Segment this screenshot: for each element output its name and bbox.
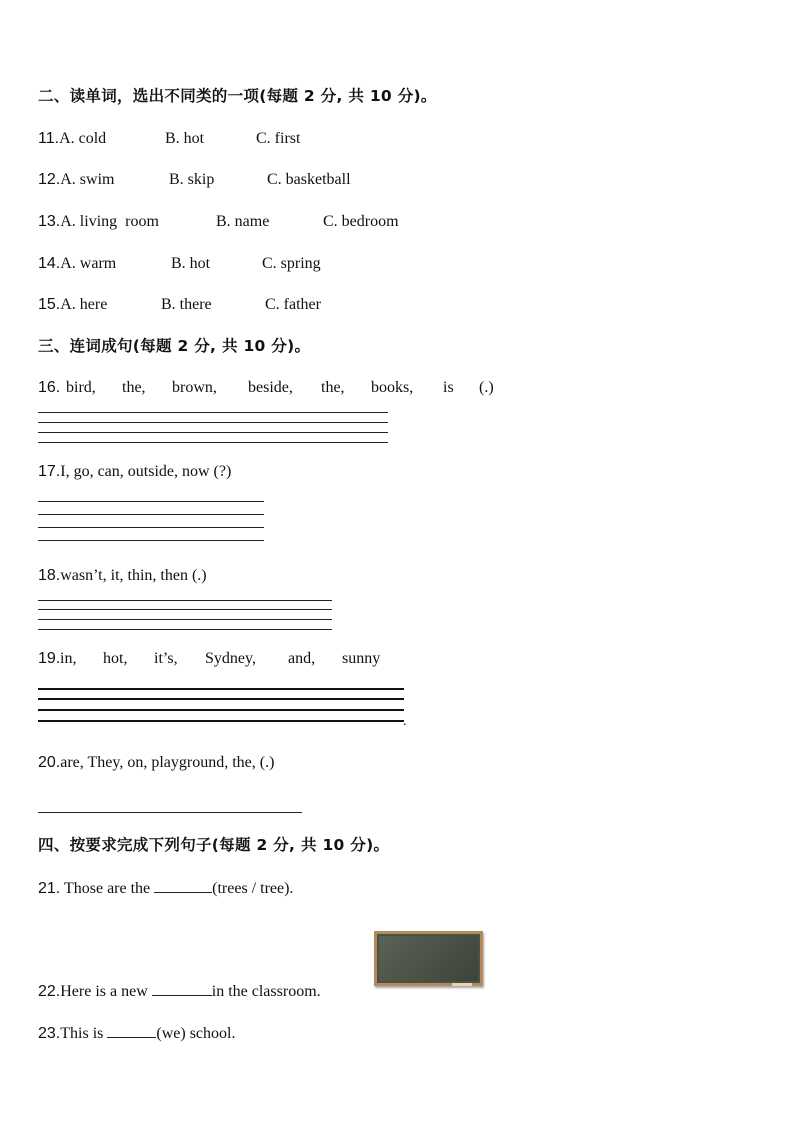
- word: the,: [122, 379, 146, 396]
- answer-line: [38, 698, 404, 700]
- question-16: [38, 378, 494, 398]
- question-22: [38, 981, 321, 1002]
- answer-line: [38, 812, 302, 813]
- answer-line: [38, 609, 332, 610]
- option-b: B. skip: [169, 171, 215, 188]
- question-number: 14.: [38, 255, 61, 272]
- blackboard-image: [374, 931, 483, 986]
- word: Sydney,: [205, 650, 256, 667]
- section-3-heading: 三、连词成句(每题 2 分, 共 10 分)。: [38, 337, 311, 355]
- question-number: 12.: [38, 171, 61, 188]
- question-19: [38, 649, 381, 669]
- sentence-end: (trees / tree).: [212, 880, 294, 897]
- option-a: A. here: [60, 296, 108, 313]
- answer-line: [38, 422, 388, 423]
- answer-line: [38, 619, 332, 620]
- question-23: [38, 1023, 235, 1044]
- section-2-heading: 二、读单词，选出不同类的一项(每题 2 分, 共 10 分)。: [38, 87, 437, 105]
- question-number: 13.: [38, 213, 61, 230]
- question-number: 20.: [38, 754, 61, 771]
- word: sunny: [342, 650, 381, 667]
- question-text: I, go, can, outside, now (?): [60, 463, 232, 480]
- question-21: [38, 878, 293, 899]
- question-18: [38, 566, 207, 586]
- option-b: B. name: [216, 213, 270, 230]
- sentence-end: in the classroom.: [211, 983, 321, 1000]
- word: the,: [321, 379, 345, 396]
- question-text: are, They, on, playground, the, (.): [60, 754, 275, 771]
- section-4-heading: 四、按要求完成下列句子(每题 2 分, 共 10 分)。: [38, 836, 390, 854]
- question-number: 11.: [38, 130, 60, 147]
- question-12: [38, 170, 351, 190]
- answer-line: [38, 600, 332, 601]
- word: brown,: [172, 379, 217, 396]
- question-number: 15.: [38, 296, 61, 313]
- question-14: [38, 254, 321, 274]
- option-b: B. hot: [171, 255, 211, 272]
- answer-line: [38, 501, 264, 502]
- fill-blank[interactable]: [154, 878, 212, 893]
- question-13: [38, 212, 399, 232]
- word: (.): [479, 379, 494, 396]
- word: it’s,: [154, 650, 178, 667]
- sentence-start: Those are the: [60, 880, 155, 897]
- word: beside,: [248, 379, 293, 396]
- option-c: C. bedroom: [323, 213, 399, 230]
- word: books,: [371, 379, 414, 396]
- option-c: C. first: [256, 130, 301, 147]
- word: is: [443, 379, 454, 396]
- word: hot,: [103, 650, 128, 667]
- option-c: C. basketball: [267, 171, 351, 188]
- option-a: A. cold: [59, 130, 107, 147]
- question-number: 21.: [38, 880, 61, 897]
- answer-line: [38, 540, 264, 541]
- question-11: [38, 129, 301, 149]
- question-17: [38, 462, 231, 482]
- sentence-start: Here is a new: [60, 983, 152, 1000]
- answer-line: [38, 432, 388, 433]
- fill-blank[interactable]: [152, 981, 212, 996]
- sentence-start: This is: [60, 1025, 108, 1042]
- option-a: A. swim: [60, 171, 115, 188]
- option-b: B. there: [161, 296, 212, 313]
- sentence-end: (we) school.: [156, 1025, 236, 1042]
- option-a: A. living room: [60, 213, 159, 230]
- answer-line: [38, 527, 264, 528]
- question-number: 19.: [38, 650, 61, 667]
- question-number: 18.: [38, 567, 61, 584]
- option-c: C. spring: [262, 255, 321, 272]
- word: bird,: [66, 379, 96, 396]
- option-b: B. hot: [165, 130, 205, 147]
- question-text: wasn’t, it, thin, then (.): [60, 567, 207, 584]
- answer-line: [38, 688, 404, 690]
- question-number: 22.: [38, 983, 61, 1000]
- word: and,: [288, 650, 316, 667]
- question-20: [38, 753, 274, 773]
- option-a: A. warm: [60, 255, 117, 272]
- answer-line: [38, 412, 388, 413]
- question-number: 16.: [38, 379, 61, 396]
- question-15: [38, 295, 321, 315]
- question-number: 17.: [38, 463, 61, 480]
- fill-blank[interactable]: [107, 1023, 156, 1038]
- answer-line: [38, 442, 388, 443]
- word: in,: [60, 650, 77, 667]
- option-c: C. father: [265, 296, 321, 313]
- answer-line: [38, 629, 332, 630]
- question-number: 23.: [38, 1025, 61, 1042]
- sentence-period: .: [403, 714, 407, 729]
- answer-line: [38, 514, 264, 515]
- answer-line: [38, 709, 404, 711]
- answer-line: [38, 720, 404, 722]
